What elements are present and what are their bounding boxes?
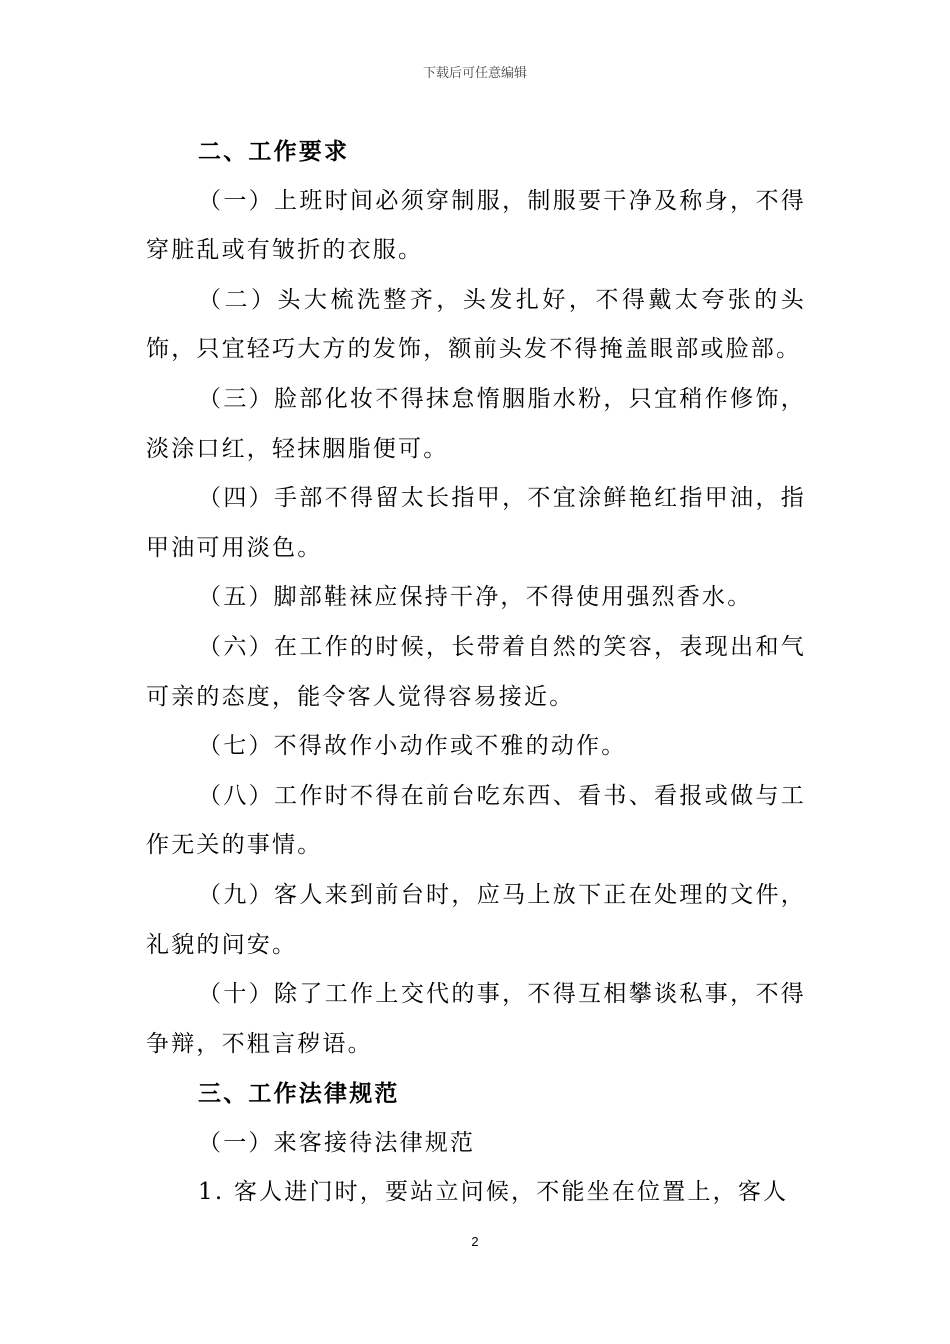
paragraph-5: （五）脚部鞋袜应保持干净，不得使用强烈香水。 xyxy=(198,584,753,611)
paragraph-3: （三）脸部化妆不得抹怠惰胭脂水粉，只宜稍作修饰，淡涂口红，轻抹胭脂便可。 xyxy=(146,385,806,462)
paragraph-2: （二）头大梳洗整齐，头发扎好，不得戴太夸张的头饰，只宜轻巧大方的发饰，额前头发不得掩盖眼部或脸部。 xyxy=(146,286,806,363)
paragraph-9: （九）客人来到前台时，应马上放下正在处理的文件，礼貌的问安。 xyxy=(146,881,806,958)
page-number: 2 xyxy=(471,1234,479,1249)
paragraph-1: （一）上班时间必须穿制服，制服要干净及称身，不得穿脏乱或有皱折的衣服。 xyxy=(146,187,806,264)
paragraph-12: （一）来客接待法律规范 xyxy=(198,1129,476,1156)
page-header: 下载后可任意编辑 xyxy=(422,66,527,81)
document-body xyxy=(146,127,806,1218)
paragraph-6: （六）在工作的时候，长带着自然的笑容，表现出和气可亲的态度，能令客人觉得容易接近。 xyxy=(146,633,806,710)
paragraph-4: （四）手部不得留太长指甲，不宜涂鲜艳红指甲油，指甲油可用淡色。 xyxy=(146,485,806,561)
paragraph-8: （八）工作时不得在前台吃东西、看书、看报或做与工作无关的事情。 xyxy=(146,782,806,859)
paragraph-11: 三、工作法律规范 xyxy=(198,1080,400,1108)
paragraph-0: 二、工作要求 xyxy=(198,138,350,165)
paragraph-10: （十）除了工作上交代的事，不得互相攀谈私事，不得争辩，不粗言秽语。 xyxy=(146,981,806,1057)
paragraph-13: 1. 客人进门时，要站立问候，不能坐在位置上，客人 xyxy=(198,1179,789,1206)
paragraph-7: （七）不得故作小动作或不雅的动作。 xyxy=(198,733,627,760)
